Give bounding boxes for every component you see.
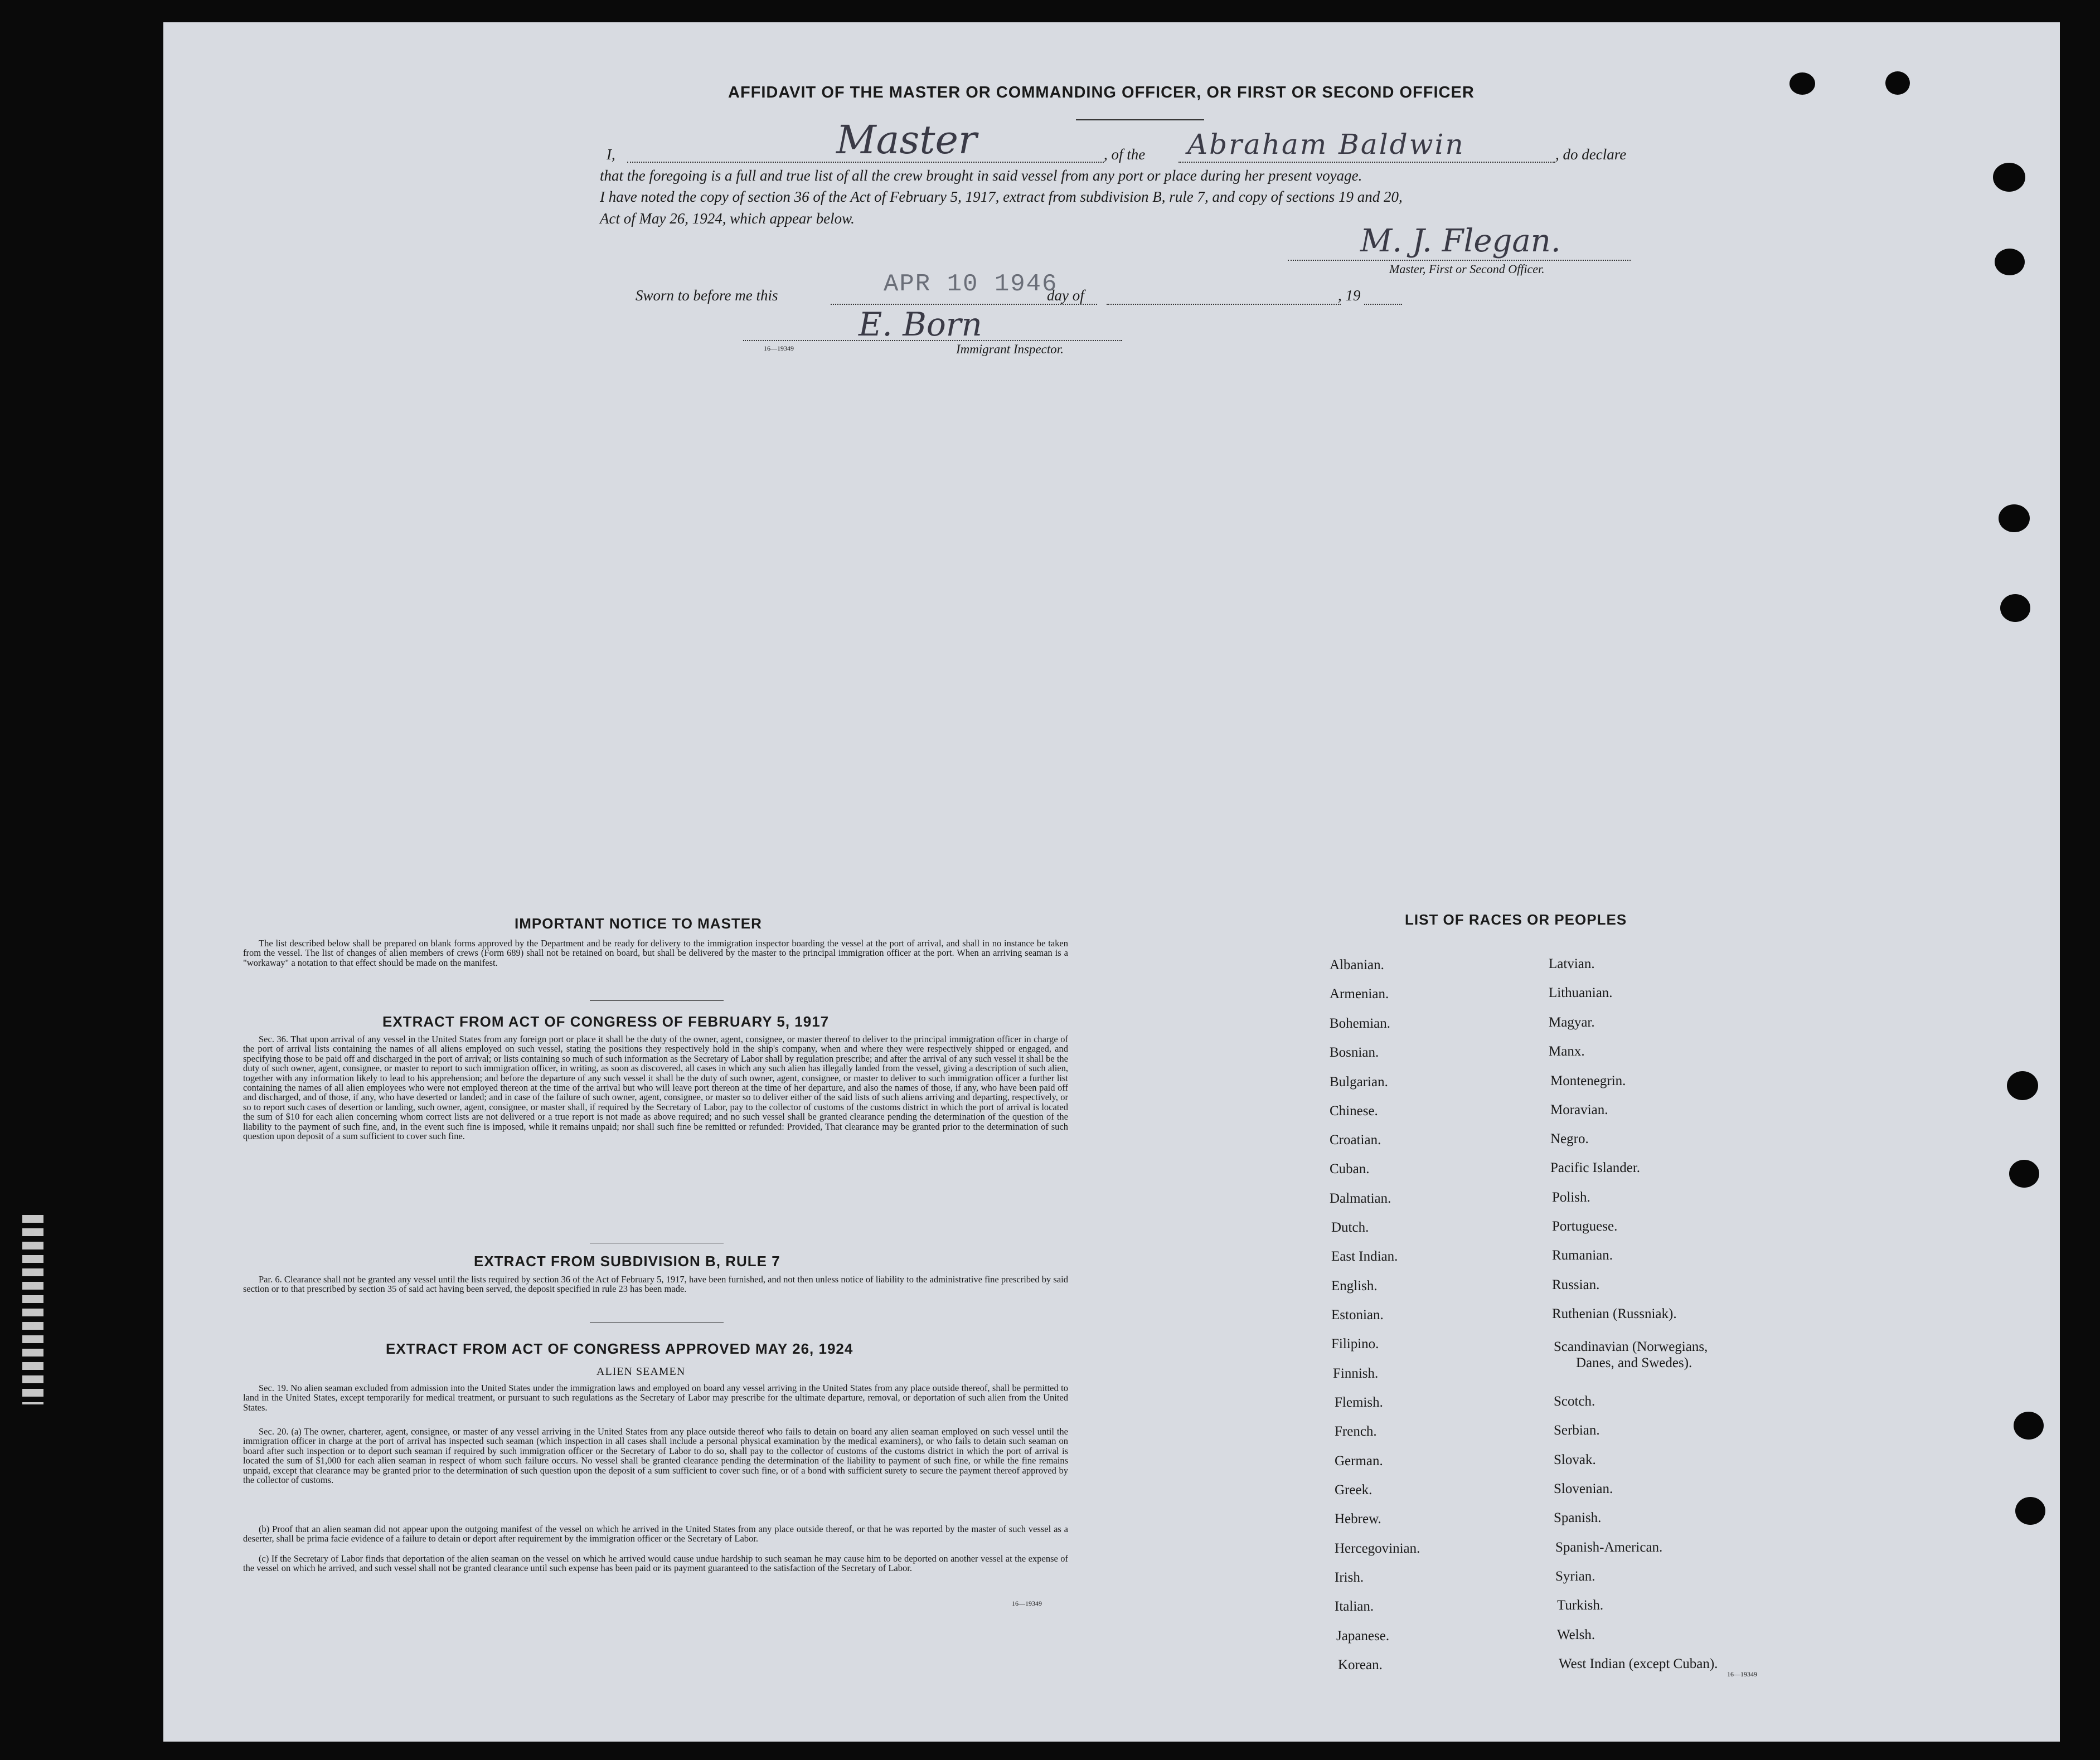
extract-1924-title: EXTRACT FROM ACT OF CONGRESS APPROVED MAY 26, 1924 <box>386 1340 853 1357</box>
punch-hole <box>2009 1160 2039 1188</box>
race-item: Flemish. <box>1335 1395 1383 1410</box>
race-item: Scandinavian (Norwegians, <box>1554 1339 1708 1354</box>
notice-text: The list described below shall be prepared on blank forms approved by the Department and be ready for delivery to the immigration inspector boarding the vessel at the port of arrival, and shall in no instance be taken from the vessel. The list of changes of alien members of crews (Form 689) shall not be retained on board, but shall be delivered by the master to the principal immigration officer at the port. When an arriving seaman is a "workaway" a notation to that effect should be made on the manifest. <box>243 938 1068 968</box>
extract-rule7-text: Par. 6. Clearance shall not be granted any vessel until the lists required by section 36 of the Act of February 5, 1917, have been furnished, and not then unless notice of liability to the administrative fine prescribed by said section or to that prescribed by section 35 of said act having been served, the deposit specified in rule 23 has been made. <box>243 1274 1068 1295</box>
punch-hole <box>1993 163 2025 192</box>
race-item: Montenegrin. <box>1550 1073 1626 1088</box>
race-item: French. <box>1335 1424 1377 1439</box>
punch-hole <box>1999 504 2030 532</box>
race-item: Estonian. <box>1331 1307 1384 1323</box>
form-number: 16—19349 <box>1012 1599 1042 1607</box>
race-item: Armenian. <box>1330 986 1389 1001</box>
race-item: Bohemian. <box>1330 1016 1391 1031</box>
race-item: Chinese. <box>1330 1103 1378 1119</box>
race-item: Turkish. <box>1557 1598 1604 1613</box>
affidavit-line4: Act of May 26, 1924, which appear below. <box>600 210 855 227</box>
race-item: Croatian. <box>1330 1132 1381 1148</box>
race-item: Albanian. <box>1330 957 1384 973</box>
race-item: German. <box>1335 1453 1383 1469</box>
race-item: Spanish. <box>1554 1510 1602 1525</box>
extract-1917-title: EXTRACT FROM ACT OF CONGRESS OF FEBRUARY 5, 1917 <box>382 1013 830 1030</box>
sworn-prefix: Sworn to before me this <box>636 287 778 304</box>
sworn-day-of: day of <box>1047 287 1084 304</box>
race-item: Cuban. <box>1330 1161 1370 1176</box>
divider <box>590 1322 724 1323</box>
form-number: 16—19349 <box>764 344 794 352</box>
punch-hole <box>1789 72 1815 95</box>
affidavit-title: AFFIDAVIT OF THE MASTER OR COMMANDING OFFICER, OR FIRST OR SECOND OFFICER <box>728 84 1475 101</box>
race-item: Negro. <box>1550 1131 1589 1146</box>
race-item: Slovak. <box>1554 1452 1596 1467</box>
punch-hole <box>2007 1071 2038 1100</box>
race-item: Irish. <box>1335 1570 1364 1585</box>
notice-title: IMPORTANT NOTICE TO MASTER <box>515 915 762 932</box>
punch-hole <box>1995 249 2025 275</box>
race-item: Pacific Islander. <box>1550 1160 1641 1175</box>
race-item: Hercegovinian. <box>1335 1541 1420 1556</box>
race-item: Filipino. <box>1331 1336 1379 1351</box>
sworn-year: , 19 <box>1338 287 1361 304</box>
handwritten-signature: M. J. Flegan. <box>1360 223 1561 259</box>
punch-hole <box>1885 71 1910 95</box>
race-item: Italian. <box>1335 1599 1374 1614</box>
race-item: Moravian. <box>1550 1102 1608 1117</box>
affidavit-line1-prefix: I, <box>607 146 615 163</box>
blank-month-line <box>1107 304 1341 305</box>
race-item: Magyar. <box>1549 1015 1595 1030</box>
race-item: Syrian. <box>1555 1569 1595 1584</box>
race-item: Korean. <box>1338 1657 1383 1673</box>
race-item: Hebrew. <box>1335 1511 1381 1526</box>
sec20b-text: (b) Proof that an alien seaman did not appear upon the outgoing manifest of the vessel on which he arrived in the United States from any place outside thereof, or that he was reported by the master of such vessel as a deserter, shall be prima facie evidence of a failure to detain or deport after requirement by the immigration officer or the Secretary of Labor. <box>243 1524 1068 1544</box>
race-item: Finnish. <box>1333 1366 1379 1381</box>
race-item: Dalmatian. <box>1330 1191 1391 1206</box>
race-item: Dutch. <box>1331 1220 1369 1235</box>
affidavit-do-declare: , do declare <box>1555 146 1627 163</box>
punch-hole <box>2014 1412 2044 1440</box>
binding-edge-mark <box>22 1215 43 1404</box>
race-item: East Indian. <box>1331 1249 1398 1264</box>
race-item: Japanese. <box>1336 1628 1390 1644</box>
race-item: Rumanian. <box>1552 1248 1613 1263</box>
race-item: English. <box>1331 1278 1378 1294</box>
affidavit-line3: I have noted the copy of section 36 of the Act of February 5, 1917, extract from subdivision B, rule 7, and copy of sections 19 and 20, <box>600 188 1403 205</box>
date-stamp: APR 10 1946 <box>884 270 1058 298</box>
race-item: Lithuanian. <box>1549 985 1613 1000</box>
handwritten-vessel-name: Abraham Baldwin <box>1187 128 1465 161</box>
affidavit-line2: that the foregoing is a full and true list of all the crew brought in said vessel from any port or place during her present voyage. <box>600 167 1362 184</box>
race-item: Russian. <box>1552 1277 1600 1292</box>
race-item: Polish. <box>1552 1190 1590 1205</box>
race-item: Welsh. <box>1557 1627 1595 1642</box>
sec20c-text: (c) If the Secretary of Labor finds that deportation of the alien seaman on the vessel on which he arrived would cause undue hardship to such seaman he may cause him to be deported on another vessel at the expense of the vessel on which he arrived, and such vessel shall not be granted clearance until such expense has been paid or its payment guaranteed to the satisfaction of the Secretary of Labor. <box>243 1553 1068 1574</box>
signature-line <box>1288 260 1631 261</box>
title-underline <box>1076 119 1204 120</box>
race-item: Portuguese. <box>1552 1219 1618 1234</box>
race-item: Scotch. <box>1554 1394 1595 1409</box>
inspector-line <box>743 340 1122 341</box>
punch-hole <box>2000 594 2030 622</box>
race-item: Serbian. <box>1554 1423 1600 1438</box>
race-item: Greek. <box>1335 1482 1372 1498</box>
race-item: Spanish-American. <box>1555 1540 1663 1555</box>
race-item: Latvian. <box>1549 956 1595 971</box>
divider <box>590 1000 724 1001</box>
inspector-signature: E. Born <box>859 305 982 343</box>
races-title: LIST OF RACES OR PEOPLES <box>1405 911 1627 928</box>
form-number: 16—19349 <box>1727 1670 1757 1678</box>
inspector-caption: Immigrant Inspector. <box>956 342 1064 356</box>
signature-caption: Master, First or Second Officer. <box>1389 262 1545 276</box>
extract-1917-text: Sec. 36. That upon arrival of any vessel in the United States from any foreign port or place it shall be the duty of the owner, agent, consignee, or master thereof to deliver to the principal immigration officer in charge of the port of arrival lists containing the names of all aliens employed on such vessel, stating the positions they respectively hold in the ship's company, when and where they were respectively shipped or engaged, and specifying those to be paid off and discharged in the port of arrival; or lists containing so much of such information as the Secretary of Labor shall by regulation prescribe; and after the arrival of any such vessel it shall be the duty of such owner, agent, consignee, or master to report to such immigration officer, in writing, as soon as discovered, all cases in which any such alien has illegally landed from the vessel, giving a description of such alien, together with any information likely to lead to his apprehension; and before the departure of any such vessel it shall be the duty of such owner, agent, consignee, or master to deliver to such immigration officer a further list containing the names of all alien employees who were not employed thereon at the time of the arrival but who will leave port thereon at the time of her departure, and also the names of those, if any, who have been paid off and discharged, and of those, if any, who have deserted or landed; and in case of the failure of such owner, agent, consignee, or master so to deliver either of the said lists of such aliens arriving and departing, respectively, or so to report such cases of desertion or landing, such owner, agent, consignee, or master shall, if required by the Secretary of Labor, pay to the collector of customs of the customs district in which the port of arrival is located the sum of $10 for each alien concerning whom correct lists are not delivered or a true report is not made as above required; and no such vessel shall be granted clearance pending the determination of the question of the liability to the payment of such fine, and, in the event such fine is imposed, while it remains unpaid; nor shall such fine be remitted or refunded: Provided, That clearance may be granted prior to the determination of such question upon deposit of a sum sufficient to cover such fine. <box>243 1034 1068 1142</box>
sec20a-text: Sec. 20. (a) The owner, charterer, agent, consignee, or master of any vessel arriving in the United States from any place outside thereof who fails to detain on board any alien seaman employed on such vessel until the immigration officer in charge at the port of arrival has inspected such seaman (which inspection in all cases shall include a personal physical examination by the medical examiners), or who fails to detain such seaman on board after such inspection or to deport such seaman if required by such immigration officer or the Secretary of Labor to do so, shall pay to the collector of customs of the customs district in which the port of arrival is located the sum of $1,000 for each alien seaman in respect of whom such failure occurs. No vessel shall be granted clearance pending the determination of the liability to payment of such fine, or while the fine remains unpaid, except that clearance may be granted prior to the determination of such question upon the deposit of a sum sufficient to cover such fine, or of a bond with sufficient surety to secure the payment thereof approved by the collector of customs. <box>243 1426 1068 1486</box>
blank-year-line <box>1364 304 1402 305</box>
blank-vessel-line <box>1178 162 1555 163</box>
sec19-text: Sec. 19. No alien seaman excluded from admission into the United States under the immigration laws and employed on board any vessel arriving in the United States from any place outside thereof, shall be permitted to land in the United States, except temporarily for medical treatment, or pursuant to such regulations as the Secretary of Labor may prescribe for the ultimate departure, removal, or deportation of such alien from the United States. <box>243 1383 1068 1413</box>
race-item: West Indian (except Cuban). <box>1559 1656 1718 1671</box>
handwritten-title: Master <box>836 117 977 163</box>
affidavit-of-the: , of the <box>1104 146 1146 163</box>
extract-rule7-title: EXTRACT FROM SUBDIVISION B, RULE 7 <box>474 1253 780 1270</box>
race-item: Slovenian. <box>1554 1481 1613 1496</box>
punch-hole <box>2015 1497 2045 1525</box>
race-item: Bulgarian. <box>1330 1075 1388 1090</box>
race-item: Manx. <box>1549 1044 1585 1059</box>
race-item: Danes, and Swedes). <box>1576 1355 1692 1370</box>
alien-seamen-subtitle: ALIEN SEAMEN <box>596 1365 686 1378</box>
race-item: Bosnian. <box>1330 1045 1379 1060</box>
race-item: Ruthenian (Russniak). <box>1552 1306 1677 1321</box>
